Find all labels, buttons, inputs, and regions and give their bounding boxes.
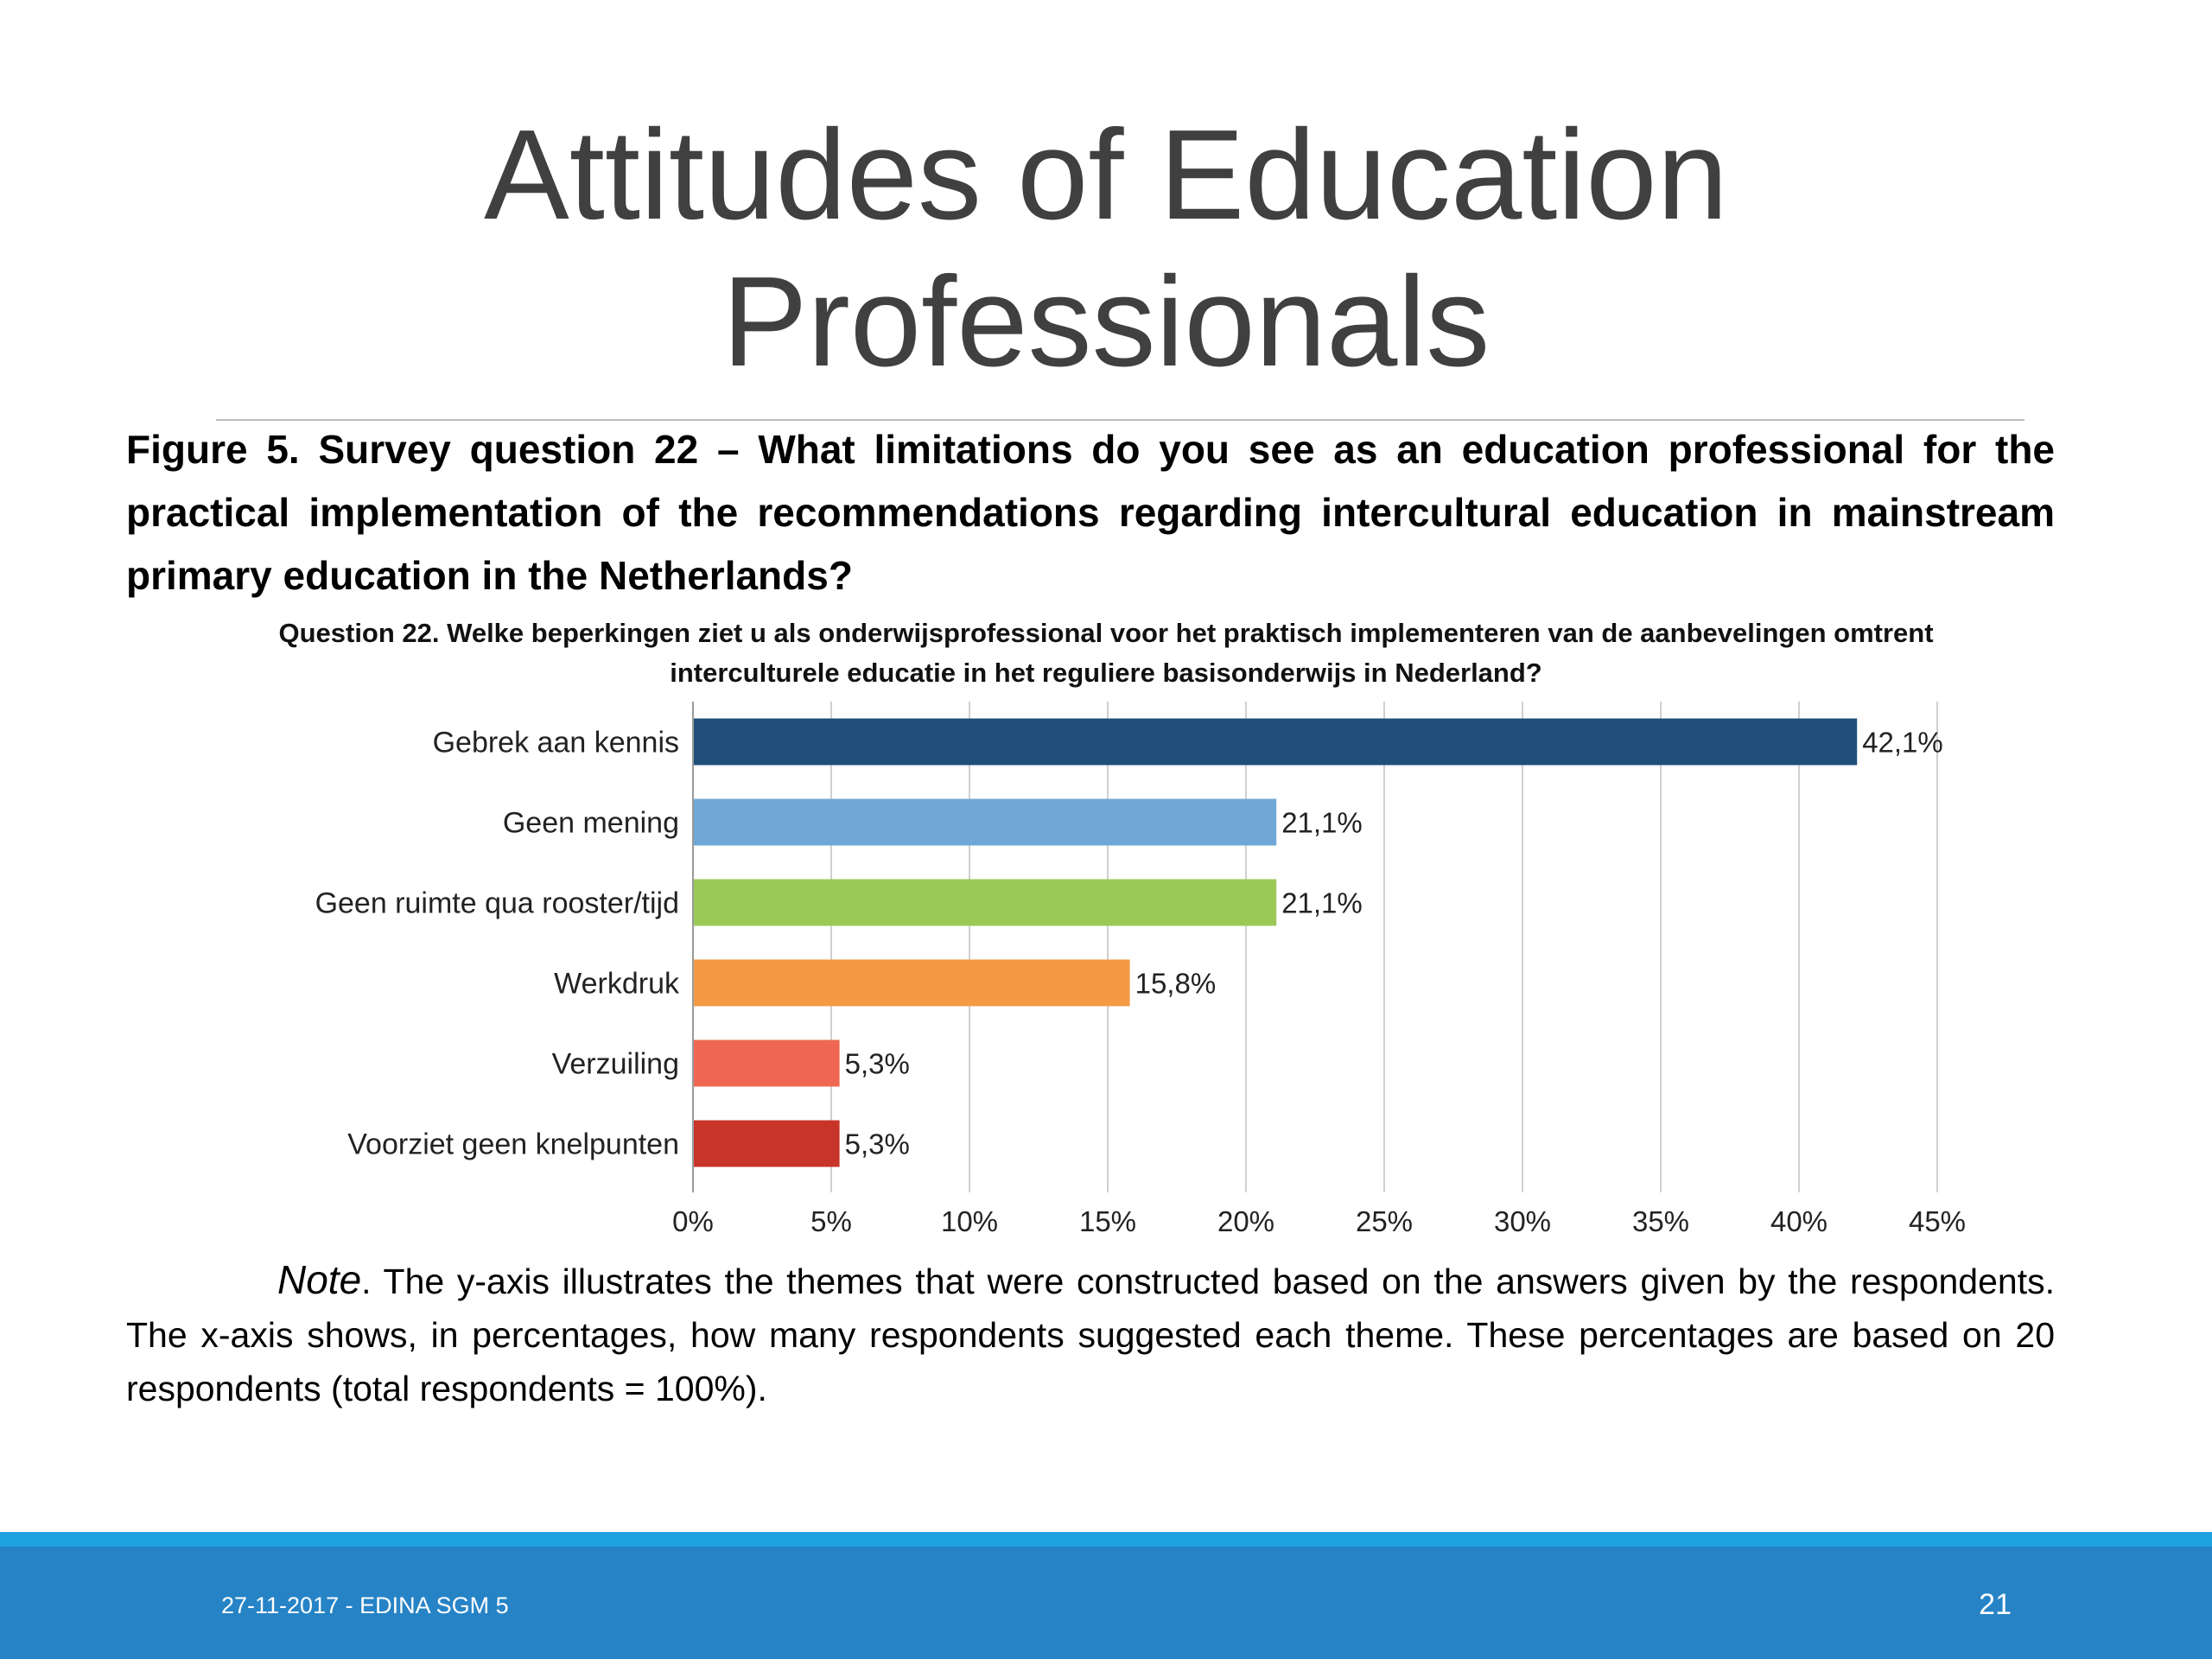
slide-title-line-2: Professionals xyxy=(721,251,1491,393)
x-tick-label: 35% xyxy=(1631,1205,1690,1237)
data-label: 15,8% xyxy=(1135,967,1217,1000)
bar-chart xyxy=(0,691,2212,1244)
x-tick-label: 20% xyxy=(1217,1205,1275,1237)
category-label: Geen ruimte qua rooster/tijd xyxy=(315,887,679,920)
x-tick-label: 15% xyxy=(1078,1205,1137,1237)
x-tick-label: 30% xyxy=(1493,1205,1552,1237)
slide-number: 21 xyxy=(1979,1588,2012,1621)
data-label: 42,1% xyxy=(1862,726,1943,759)
figure-note xyxy=(126,1253,2055,1415)
data-label: 21,1% xyxy=(1281,887,1363,919)
bar xyxy=(693,880,1276,926)
footer-stripe xyxy=(0,1532,2212,1547)
figure-caption: Figure 5. Survey question 22 – What limitations do you see as an education professional for the practical implementation of the recommendations regarding intercultural education in mainstream primary education in the Netherlands? xyxy=(126,427,2055,598)
chart-title: Question 22. Welke beperkingen ziet u als onderwijsprofessional voor het praktisch implementeren van de aanbevelingen omtrent interculturele educatie in het reguliere basisonderwijs in Nederland? xyxy=(278,618,1934,688)
bar xyxy=(693,960,1130,1007)
x-tick-label: 40% xyxy=(1770,1205,1828,1237)
x-tick-label: 45% xyxy=(1908,1205,1967,1237)
note-label: Note xyxy=(277,1257,362,1302)
data-label: 21,1% xyxy=(1281,806,1363,839)
bar xyxy=(693,1121,840,1167)
bar xyxy=(693,1040,840,1087)
x-tick-label: 5% xyxy=(810,1205,852,1237)
category-label: Verzuiling xyxy=(551,1047,679,1081)
x-tick-label: 10% xyxy=(940,1205,999,1237)
bar xyxy=(693,799,1276,846)
x-tick-label: 25% xyxy=(1355,1205,1414,1237)
data-label: 5,3% xyxy=(844,1128,910,1160)
category-label: Gebrek aan kennis xyxy=(432,726,679,760)
footer-date: 27-11-2017 - EDINA SGM 5 xyxy=(221,1592,509,1618)
category-label: Geen mening xyxy=(502,806,679,840)
note-text: . The y-axis illustrates the themes that were constructed based on the answers given by the respondents. The x-axis shows, in percentages, how many respondents suggested each theme. These percentages are based on 20 respondents (total respondents = 100%). xyxy=(126,1262,2055,1408)
data-label: 5,3% xyxy=(844,1047,910,1080)
x-tick-label: 0% xyxy=(672,1205,714,1237)
category-label: Voorziet geen knelpunten xyxy=(347,1128,679,1161)
category-label: Werkdruk xyxy=(554,967,679,1001)
bar xyxy=(693,719,1857,766)
slide-title-line-1: Attitudes of Education xyxy=(484,104,1728,246)
slide-title xyxy=(0,102,2212,396)
